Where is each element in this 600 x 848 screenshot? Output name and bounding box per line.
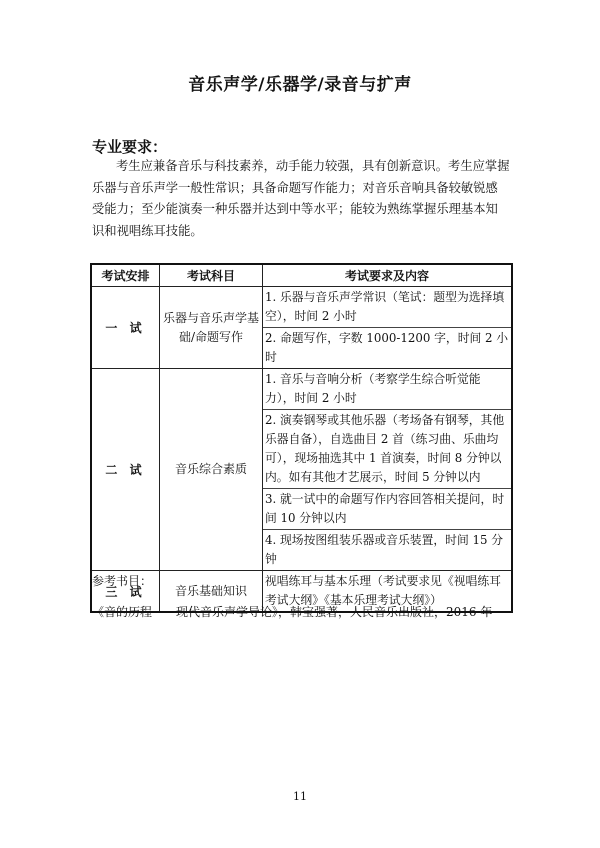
requirement-item: 1. 乐器与音乐声学常识（笔试：题型为选择填空），时间 2 小时 <box>265 290 505 323</box>
section-heading: 专业要求： <box>92 138 168 156</box>
requirement-item: 1. 音乐与音响分析（考察学生综合听觉能力），时间 2 小时 <box>265 372 481 405</box>
subject-cell: 音乐综合素质 <box>160 369 263 571</box>
subject-cell: 乐器与音乐声学基础/命题写作 <box>160 287 263 369</box>
page-number: 11 <box>293 790 307 803</box>
round-cell: 一 试 <box>91 287 160 369</box>
requirement-item: 3. 就一试中的命题写作内容回答相关提问，时间 10 分钟以内 <box>263 488 511 529</box>
exam-table <box>90 263 513 613</box>
subject-cell: 音乐基础知识 <box>160 571 263 613</box>
requirements-cell <box>263 287 513 369</box>
requirement-item: 4. 现场按图组装乐器或音乐装置，时间 15 分钟 <box>263 529 511 570</box>
requirement-item: 视唱练耳与基本乐理（考试要求见《视唱练耳考试大纲》《基本乐理考试大纲》） <box>265 574 501 607</box>
header-cell: 考试要求及内容 <box>263 264 513 287</box>
header-cell: 考试科目 <box>160 264 263 287</box>
references-label: 参考书目： <box>92 574 153 588</box>
requirement-item: 2. 命题写作，字数 1000-1200 字，时间 2 小时 <box>263 327 511 368</box>
round-cell: 二 试 <box>91 369 160 571</box>
header-cell: 考试安排 <box>91 264 160 287</box>
intro-paragraph: 考生应兼备音乐与科技素养，动手能力较强，具有创新意识。考生应掌握乐器与音乐声学一般性常识；具备命题写作能力；对音乐音响具备较敏锐感受能力；至少能演奏一种乐器并达到中等水平；能较为熟练掌握乐理基本知识和视唱练耳技能。 <box>92 159 510 238</box>
requirement-item: 2. 演奏钢琴或其他乐器（考场备有钢琴，其他乐器自备），自选曲目 2 首（练习曲、乐曲均可），现场抽选其中 1 首演奏，时间 8 分钟以内。如有其他才艺展示，时间 5 分钟以内 <box>263 409 511 488</box>
table-row <box>91 287 512 369</box>
table-header-row <box>91 264 512 287</box>
reference-item: 《音的历程——现代音乐声学导论》，韩宝强著，人民音乐出版社，2016 年 <box>92 605 493 619</box>
round-cell: 三 试 <box>91 571 160 613</box>
table-row <box>91 369 512 571</box>
page-title: 音乐声学/乐器学/录音与扩声 <box>188 75 412 95</box>
requirements-cell <box>263 369 513 571</box>
